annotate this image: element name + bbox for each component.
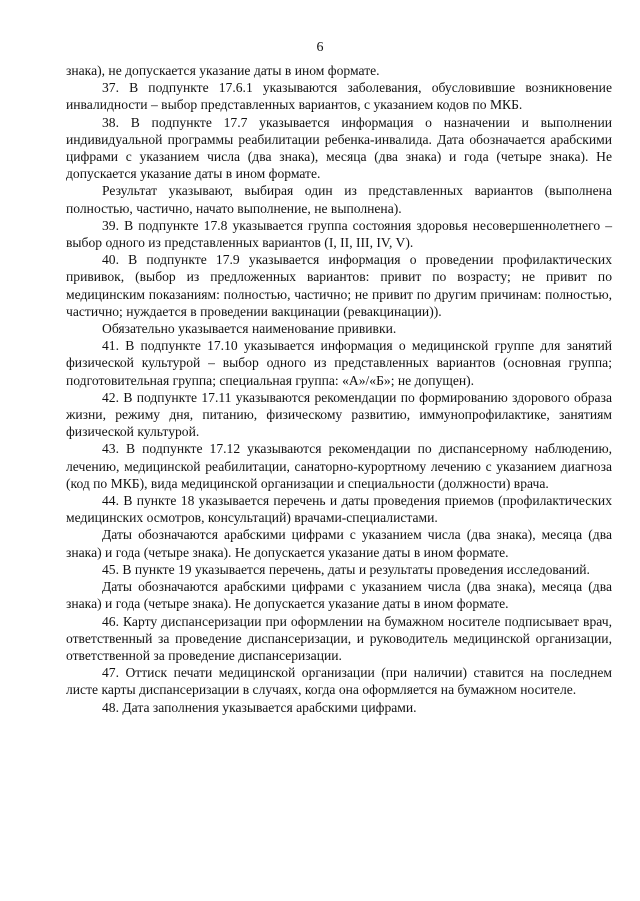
paragraph-43: 43. В подпункте 17.12 указываются рекомендации по диспансерному наблюдению, лечению, медицинской реабилитации, санаторно-курортному лечению с указанием диагноза (код по МКБ), вида медицинской организации и специальности (должности) врача.	[66, 441, 612, 491]
paragraph-41: 41. В подпункте 17.10 указывается информация о медицинской группе для занятий физической культурой – выбор одного из представленных вариантов (основная группа; подготовительная группа; специальная группа: «А»/«Б»; не допущен).	[66, 338, 612, 388]
paragraph-47: 47. Оттиск печати медицинской организации (при наличии) ставится на последнем листе карты диспансеризации в случаях, когда она оформляется на бумажном носителе.	[66, 665, 612, 698]
paragraph-40: 40. В подпункте 17.9 указывается информация о проведении профилактических прививок, (выбор из предложенных вариантов: привит по возрасту; не привит по медицинским показаниям: полностью, частично; не привит по другим причинам: полностью, частично; нуждается в проведении вакцинации (ревакцинации)).	[66, 252, 612, 319]
document-body	[66, 62, 612, 716]
page-number: 6	[316, 40, 324, 55]
paragraph-45: 45. В пункте 19 указывается перечень, даты и результаты проведения исследований.	[102, 561, 590, 577]
paragraph-48: 48. Дата заполнения указывается арабскими цифрами.	[102, 699, 417, 715]
paragraph-39: 39. В подпункте 17.8 указывается группа состояния здоровья несовершеннолетнего – выбор одного из представленных вариантов (I, II, III, IV, V).	[66, 217, 612, 251]
paragraph-38-result: Результат указывают, выбирая один из представленных вариантов (выполнена полностью, частично, начато выполнение, не выполнена).	[66, 183, 612, 216]
paragraph-37: 37. В подпункте 17.6.1 указываются заболевания, обусловившие возникновение инвалидности – выбор представленных вариантов, с указанием кодов по МКБ.	[66, 80, 612, 113]
paragraph-45-dates: Даты обозначаются арабскими цифрами с указанием числа (два знака), месяца (два знака) и года (четыре знака). Не допускается указание даты в ином формате.	[66, 579, 612, 612]
paragraph-continuation: знака), не допускается указание даты в ином формате.	[66, 63, 380, 78]
paragraph-38: 38. В подпункте 17.7 указывается информация о назначении и выполнении индивидуальной программы реабилитации ребенка-инвалида. Дата обозначается арабскими цифрами с указанием числа (два знака), месяца (два знака) и года (четыре знака). Не допускается указание даты в ином формате.	[66, 114, 612, 182]
paragraph-46: 46. Карту диспансеризации при оформлении на бумажном носителе подписывает врач, ответственный за проведение диспансеризации, и руководитель медицинской организации, ответственной за проведение диспансеризации.	[66, 613, 612, 663]
paragraph-44-dates: Даты обозначаются арабскими цифрами с указанием числа (два знака), месяца (два знака) и года (четыре знака). Не допускается указание даты в ином формате.	[66, 527, 612, 560]
paragraph-42: 42. В подпункте 17.11 указываются рекомендации по формированию здорового образа жизни, режиму дня, питанию, физическому развитию, иммунопрофилактике, занятиям физической культурой.	[66, 389, 612, 440]
paragraph-40-note: Обязательно указывается наименование прививки.	[102, 321, 397, 337]
paragraph-44: 44. В пункте 18 указывается перечень и даты проведения приемов (профилактических медицинских осмотров, консультаций) врачами-специалистами.	[66, 493, 612, 526]
